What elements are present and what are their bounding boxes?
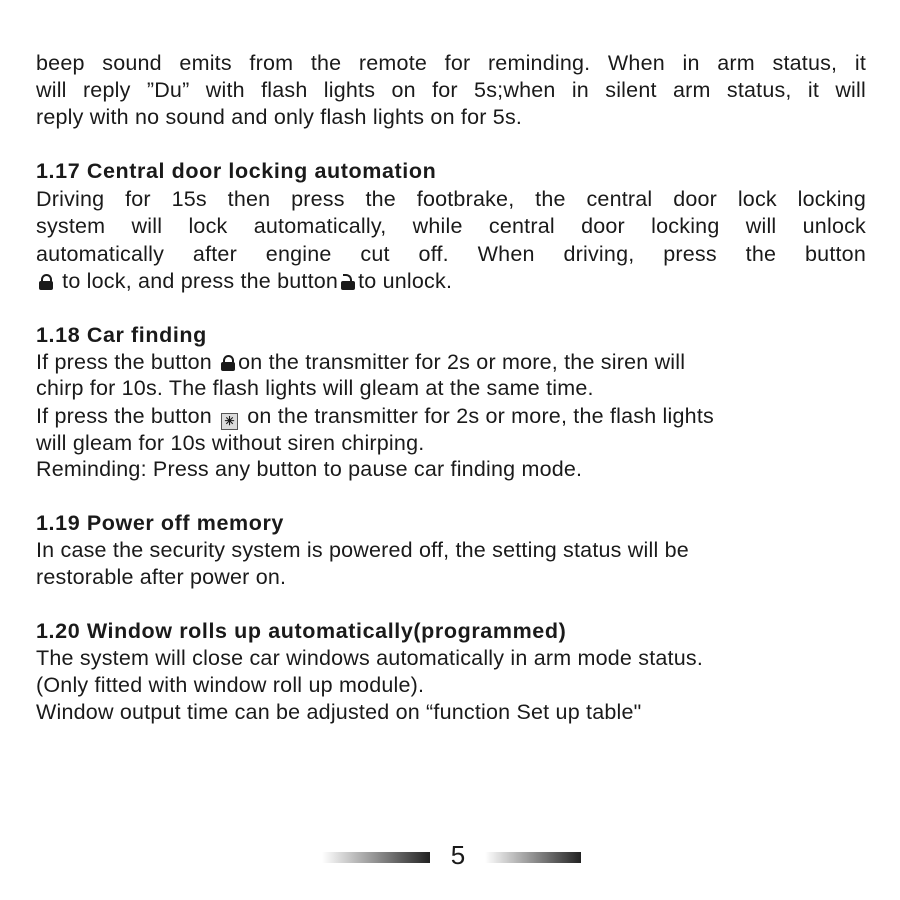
text-line [36,104,866,131]
text-segment: 1.18 Car finding [36,323,207,347]
text-line [36,375,866,402]
text-line [36,241,866,268]
text-segment: to unlock. [358,269,453,293]
text-line [36,537,866,564]
text-line [36,50,866,77]
text-line [36,186,866,213]
text-segment: will gleam for 10s without siren chirping. [36,431,425,455]
text-line [36,77,866,104]
car-finding-button-icon: ✳ [221,413,238,430]
text-line [36,672,866,699]
text-segment: on the transmitter for 2s or more, the flash lights [241,404,714,428]
text-line [36,699,866,726]
text-line [36,349,866,376]
text-segment: In case the security system is powered off, the setting status will be [36,538,689,562]
text-line [36,268,866,295]
text-segment: restorable after power on. [36,565,287,589]
text-line [36,430,866,457]
unlock-button-icon [341,274,355,290]
lock-button-icon [39,274,53,290]
text-segment: on the transmitter for 2s or more, the siren will [238,350,686,374]
text-segment: (Only fitted with window roll up module). [36,673,425,697]
section-heading [36,158,866,185]
lock-button-icon [221,355,235,371]
text-segment: Window output time can be adjusted on “function Set up table" [36,700,642,724]
text-line [36,403,866,430]
text-segment: beep sound emits from the remote for reminding. When in arm status, it [36,51,866,75]
page-number-bar-left [322,852,430,863]
text-line [36,456,866,483]
section-heading [36,618,866,645]
section-heading [36,510,866,537]
section-heading [36,322,866,349]
page-number: 5 [450,840,466,870]
text-segment: reply with no sound and only flash lights on for 5s. [36,105,523,129]
text-segment: to lock, and press the button [56,269,339,293]
text-segment: 1.19 Power off memory [36,511,284,535]
text-segment: Reminding: Press any button to pause car finding mode. [36,457,583,481]
text-segment: If press the button [36,404,219,428]
text-segment: If press the button [36,350,219,374]
text-line [36,564,866,591]
text-segment: system will lock automatically, while central door locking will unlock [36,214,866,238]
text-line [36,213,866,240]
text-segment: 1.17 Central door locking automation [36,159,437,183]
text-segment: automatically after engine cut off. When driving, press the button [36,242,866,266]
text-segment: 1.20 Window rolls up automatically(programmed) [36,619,567,643]
text-segment: Driving for 15s then press the footbrake, the central door lock locking [36,187,866,211]
text-segment: The system will close car windows automatically in arm mode status. [36,646,703,670]
text-line [36,645,866,672]
text-segment: will reply ”Du” with flash lights on for 5s;when in silent arm status, it will [36,78,866,102]
page-number-bar-right [485,852,581,863]
text-segment: chirp for 10s. The flash lights will gleam at the same time. [36,376,594,400]
